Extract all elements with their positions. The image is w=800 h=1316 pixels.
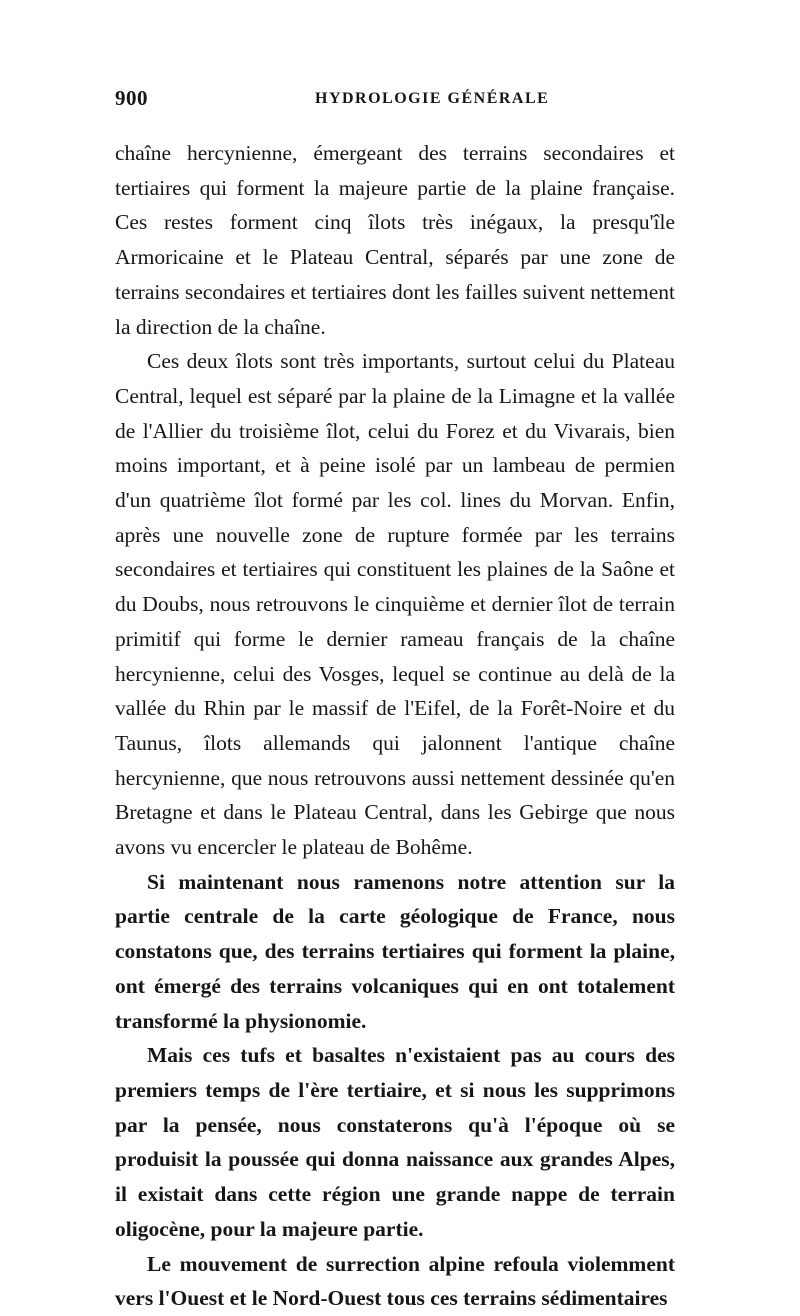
paragraph-4: Mais ces tufs et basaltes n'existaient pas au cours des premiers temps de l'ère tertiaire, et si nous les supprimons par la pensée, nous constaterons qu'à l'époque où se produisit la poussée qui donna naissance aux grandes Alpes, il existait dans cette région une grande nappe de terrain oligocène, pour la majeure partie. (115, 1043, 675, 1241)
body-text (115, 136, 675, 1316)
book-page (115, 86, 675, 1316)
page-number: 900 (115, 86, 148, 110)
paragraph-2: Ces deux îlots sont très importants, surtout celui du Plateau Central, lequel est séparé par la plaine de la Limagne et la vallée de l'Allier du troisième îlot, celui du Forez et du Vivarais, bien moins important, et à peine isolé par un lambeau de permien d'un quatrième îlot formé par les col. lines du Morvan. Enfin, après une nouvelle zone de rupture formée par les terrains secondaires et tertiaires qui constituent les plaines de la Saône et du Doubs, nous retrouvons le cinquième et dernier îlot de terrain primitif qui forme le dernier rameau français de la chaîne hercynienne, celui des Vosges, lequel se continue au delà de la vallée du Rhin par le massif de l'Eifel, de la Forêt-Noire et du Taunus, îlots allemands qui jalonnent l'antique chaîne hercynienne, que nous retrouvons aussi nettement dessinée qu'en Bretagne et dans le Plateau Central, dans les Gebirge que nous avons vu encercler le plateau de Bohême. (115, 349, 675, 860)
page-header (115, 86, 675, 116)
paragraph-3: Si maintenant nous ramenons notre attention sur la partie centrale de la carte géologique de France, nous constatons que, des terrains tertiaires qui forment la plaine, ont émergé des terrains volcaniques qui en ont totalement transformé la physionomie. (115, 869, 675, 1033)
running-title: HYDROLOGIE GÉNÉRALE (315, 90, 550, 107)
paragraph-5: Le mouvement de surrection alpine refoula violemment vers l'Ouest et le Nord-Ouest tous ces terrains sédimentaires (115, 1251, 675, 1311)
paragraph-1: chaîne hercynienne, émergeant des terrains secondaires et tertiaires qui forment la majeure partie de la plaine française. Ces restes forment cinq îlots très inégaux, la presqu'île Armoricaine et le Plateau Central, séparés par une zone de terrains secondaires et tertiaires dont les failles suivent nettement la direction de la chaîne. (115, 141, 675, 339)
